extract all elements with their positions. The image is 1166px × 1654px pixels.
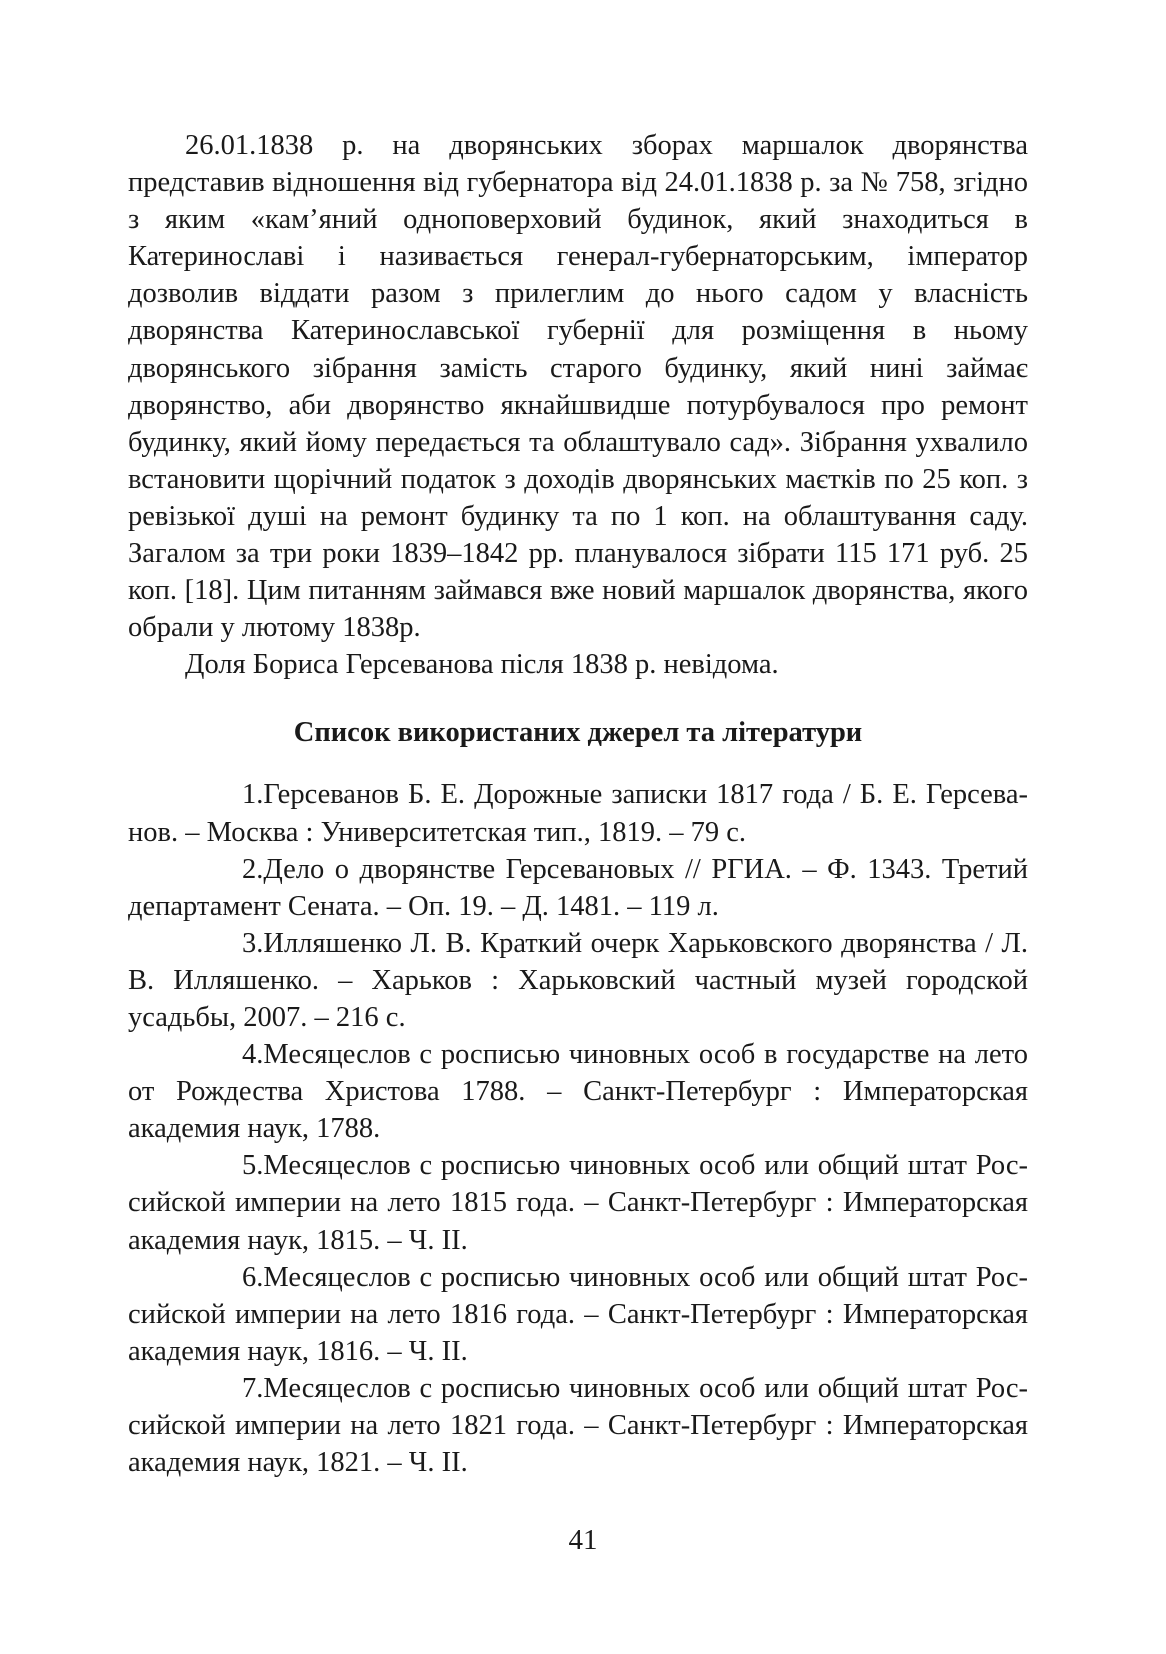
reference-number: 6.	[242, 1261, 264, 1293]
reference-number: 1.	[242, 779, 264, 811]
reference-item	[128, 851, 1028, 925]
page-content	[128, 127, 1028, 1481]
reference-item	[128, 1370, 1028, 1481]
reference-number: 4.	[242, 1039, 264, 1071]
body-paragraph: 26.01.1838 р. на дворянських зборах маршалок дворянства представив відношення від губернатора від 24.01.1838 р. за № 758, згідно з яким «кам’яний одноповерховий будинок, який знаходиться в Катеринославі і називається генерал-губернаторським, імператор дозволив віддати разом з прилеглим до нього садом у власність дворянства Катеринославської губернії для розміщення в ньому дворянського зібрання замість старого будинку, який нині займає дворянство, аби дворянство якнайшвидше потурбувалося про ремонт будинку, який йому передається та облаштувало сад». Зібрання ухвалило встановити щорічний податок з доходів дворянських маєтків по 25 коп. з ревізької душі на ремонт будинку та по 1 коп. на облаштування саду. Загалом за три роки 1839–1842 рр. планувалося зібрати 115 171 руб. 25 коп. [18]. Цим питанням займався вже новий маршалок дворянства, якого обрали у лютому 1838р.	[128, 130, 1028, 644]
reference-text: Герсеванов Б. Е. Дорожные записки 1817 года / Б. Е. Герсеванов. – Москва : Университетская тип., 1819. – 79 с.	[128, 779, 1028, 848]
reference-number: 2.	[242, 853, 264, 885]
reference-item	[128, 1036, 1028, 1147]
reference-text: Дело о дворянстве Герсевановых // РГИА. – Ф. 1343. Третий департамент Сената. – Оп. 19. – Д. 1481. – 119 л.	[128, 853, 1028, 922]
reference-number: 3.	[242, 927, 264, 959]
reference-text: Месяцеслов с росписью чиновных особ или общий штат Российской империи на лето 1821 года. – Санкт-Петербург : Императорская академия наук, 1821. – Ч. ІІ.	[128, 1372, 1028, 1479]
reference-item	[128, 776, 1028, 850]
references-heading: Список використаних джерел та літератури	[293, 717, 863, 749]
body-paragraph: Доля Бориса Герсеванова після 1838 р. невідома.	[185, 649, 779, 681]
reference-number: 7.	[242, 1372, 264, 1404]
reference-text: Илляшенко Л. В. Краткий очерк Харьковского дворянства / Л. В. Илляшенко. – Харьков : Харьковский частный музей городской усадьбы, 2007. – 216 с.	[128, 927, 1028, 1033]
page-number: 41	[568, 1524, 598, 1556]
reference-text: Месяцеслов с росписью чиновных особ или общий штат Российской империи на лето 1816 года. – Санкт-Петербург : Императорская академия наук, 1816. – Ч. ІІ.	[128, 1261, 1028, 1367]
references-list	[128, 776, 1028, 1481]
reference-item	[128, 1147, 1028, 1258]
reference-item	[128, 925, 1028, 1036]
reference-text: Месяцеслов с росписью чиновных особ или общий штат Российской империи на лето 1815 года. – Санкт-Петербург : Императорская академия наук, 1815. – Ч. ІІ.	[128, 1150, 1028, 1256]
reference-item	[128, 1259, 1028, 1370]
reference-number: 5.	[242, 1150, 264, 1182]
reference-text: Месяцеслов с росписью чиновных особ в государстве на лето от Рождества Христова 1788. – Санкт-Петербург : Императорская академия наук, 1788.	[128, 1039, 1028, 1145]
